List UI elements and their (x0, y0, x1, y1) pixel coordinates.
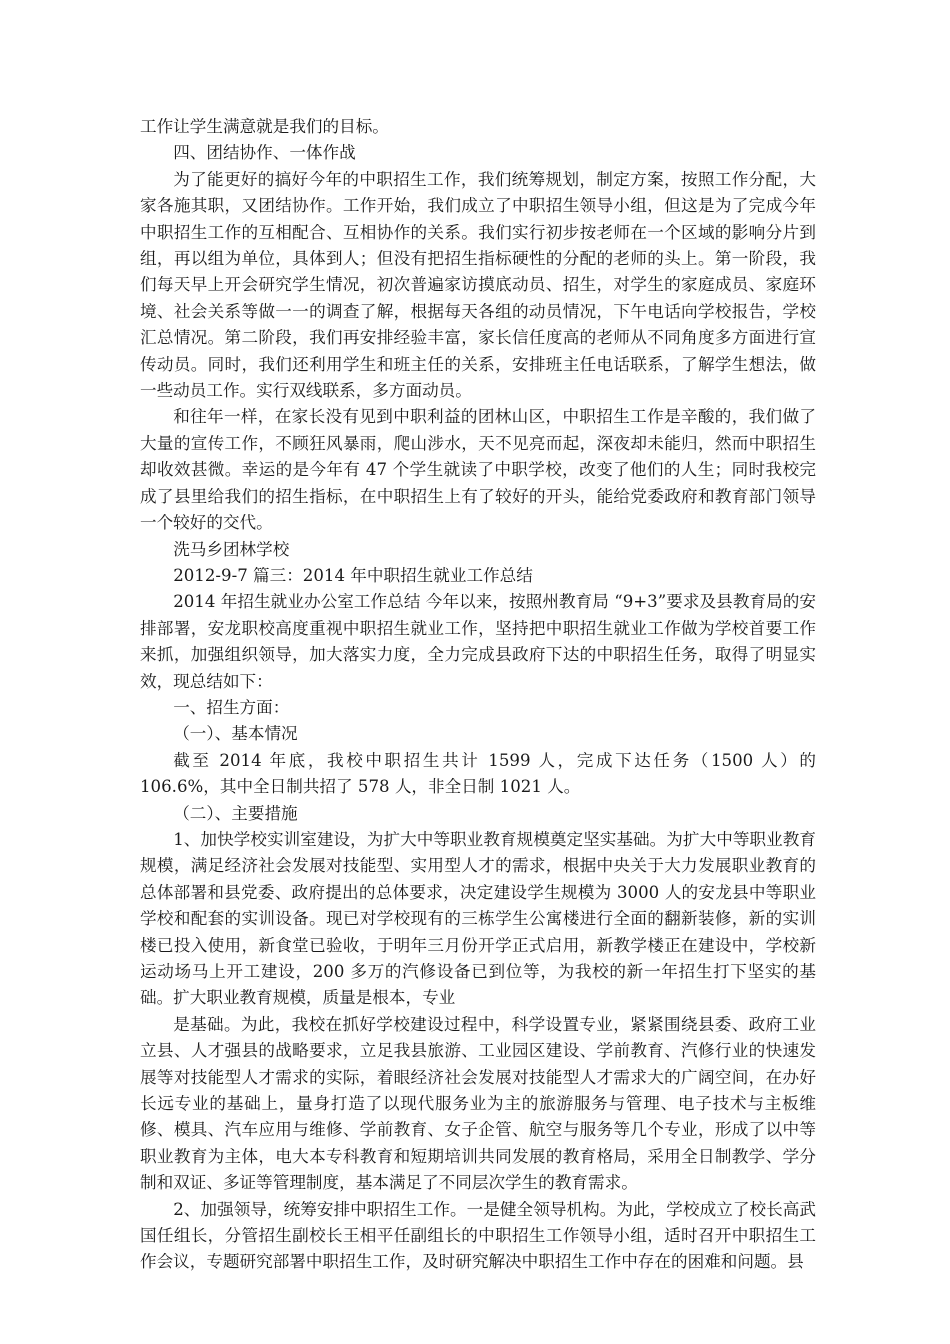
paragraph: 2014 年招生就业办公室工作总结 今年以来，按照州教育局 “9+3”要求及县教育局的安排部署，安龙职校高度重视中职招生就业工作，坚持把中职招生就业工作做为学校首要工作来抓，加强组织领导，加大落实力度，全力完成县政府下达的中职招生任务，取得了明显实效，现总结如下： (140, 592, 816, 691)
paragraph: 是基础。为此，我校在抓好学校建设过程中，科学设置专业，紧紧围绕县委、政府工业立县、人才强县的战略要求，立足我县旅游、工业园区建设、学前教育、汽修行业的快速发展等对技能型人才需求的实际，着眼经济社会发展对技能型人才需求大的广阔空间，在办好长远专业的基础上，量身打造了以现代服务业为主的旅游服务与管理、电子技术与主板维修、模具、汽车应用与维修、学前教育、女子企管、航空与服务等几个专业，形成了以中等职业教育为主体，电大本专科教育和短期培训共同发展的教育格局，采用全日制教学、学分制和双证、多证等管理制度，基本满足了不同层次学生的教育需求。 (140, 1014, 816, 1193)
subsection-heading: （二）、主要措施 (173, 803, 298, 823)
paragraph: 截至 2014 年底，我校中职招生共计 1599 人，完成下达任务（1500 人）的 106.6%，其中全日制共招了 578 人，非全日制 1021 人。 (140, 750, 816, 797)
paragraph: 1、加快学校实训室建设，为扩大中等职业教育规模奠定坚实基础。为扩大中等职业教育规模，满足经济社会发展对技能型、实用型人才的需求，根据中央关于大力发展职业教育的总体部署和县党委、政府提出的总体要求，决定建设学生规模为 3000 人的安龙县中等职业学校和配套的实训设备。现已对学校现有的三栋学生公寓楼进行全面的翻新装修，新的实训楼已投入使用，新食堂已验收，于明年三月份开学正式启用，新教学楼正在建设中，学校新运动场马上开工建设，200 多万的汽修设备已到位等，为我校的新一年招生打下坚实的基础。扩大职业教育规模，质量是根本，专业 (140, 829, 816, 1008)
paragraph: 工作让学生满意就是我们的目标。 (140, 117, 389, 136)
date-and-article-title: 2012-9-7 篇三：2014 年中职招生就业工作总结 (173, 565, 533, 585)
section-heading: 四、团结协作、一体作战 (173, 143, 356, 163)
subsection-heading: （一）、基本情况 (173, 724, 298, 744)
signature-school: 洗马乡团林学校 (173, 539, 290, 559)
paragraph: 2、加强领导，统筹安排中职招生工作。一是健全领导机构。为此，学校成立了校长高武国任组长，分管招生副校长王相平任副组长的中职招生工作领导小组，适时召开中职招生工作会议，专题研究部署中职招生工作，及时研究解决中职招生工作中存在的困难和问题。县 (140, 1199, 816, 1272)
paragraph: 和往年一样，在家长没有见到中职利益的团林山区，中职招生工作是辛酸的，我们做了大量的宣传工作，不顾狂风暴雨，爬山涉水，天不见亮而起，深夜却未能归，然而中职招生却收效甚微。幸运的是今年有 47 个学生就读了中职学校，改变了他们的人生；同时我校完成了县里给我们的招生指标，在中职招生上有了较好的开头，能给党委政府和教育部门领导一个较好的交代。 (140, 407, 816, 533)
section-heading: 一、招生方面： (173, 697, 290, 717)
document-body (140, 114, 816, 1276)
paragraph: 为了能更好的搞好今年的中职招生工作，我们统筹规划，制定方案，按照工作分配，大家各施其职，又团结协作。工作开始，我们成立了中职招生领导小组，但这是为了完成今年中职招生工作的互相配合、互相协作的关系。我们实行初步按老师在一个区域的影响分片到组，再以组为单位，具体到人；但没有把招生指标硬性的分配的老师的头上。第一阶段，我们每天早上开会研究学生情况，初次普遍家访摸底动员、招生，对学生的家庭成员、家庭环境、社会关系等做一一的调查了解，根据每天各组的动员情况，下午电话向学校报告，学校汇总情况。第二阶段，我们再安排经验丰富，家长信任度高的老师从不同角度多方面进行宣传动员。同时，我们还利用学生和班主任的关系，安排班主任电话联系，了解学生想法，做一些动员工作。实行双线联系，多方面动员。 (140, 169, 816, 401)
